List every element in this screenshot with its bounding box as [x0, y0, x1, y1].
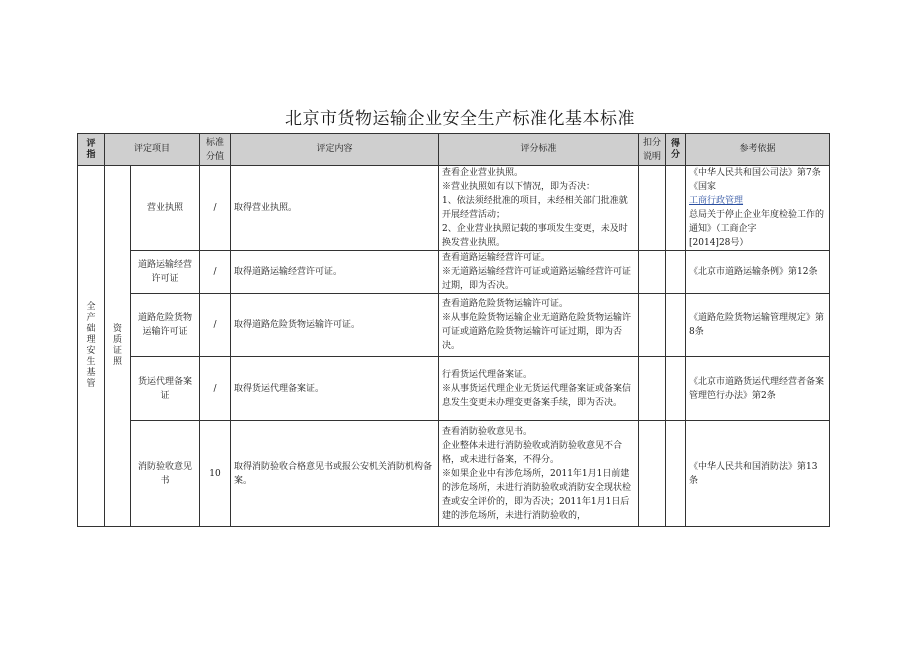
- header-deduct: 扣分说明: [639, 134, 666, 166]
- table-row: [78, 166, 830, 251]
- table-header-row: [78, 134, 830, 166]
- table-row: [78, 294, 830, 357]
- item-name: 消防验收意见书: [131, 421, 200, 527]
- item-reference: 《中华人民共和国消防法》第13条: [686, 421, 830, 527]
- item-reference: 《道路危险货物运输管理规定》第8条: [686, 294, 830, 357]
- page-title: 北京市货物运输企业安全生产标准化基本标准: [285, 109, 635, 129]
- item-content: 取得消防验收合格意见书或报公安机关消防机构备案。: [231, 421, 439, 527]
- deduct-cell: [639, 166, 666, 251]
- table-row: [78, 251, 830, 294]
- item-name: 货运代理备案证: [131, 357, 200, 421]
- header-criteria: 评分标准: [439, 134, 639, 166]
- item-reference: 《北京市道路运输条例》第12条: [686, 251, 830, 294]
- item-name: 道路危险货物运输许可证: [131, 294, 200, 357]
- score-cell: [666, 421, 686, 527]
- item-criteria: 行看货运代理备案证。 ※从事货运代理企业无货运代理备案证或备案信息发生变更未办理变更备案手续，即为否决。: [439, 357, 639, 421]
- item-reference: 《中华人民共和国公司法》第7条 《国家 工商行政管理 总局关于停止企业年度检验工作的通知》（工商企字 [2014]28号）: [686, 166, 830, 251]
- score-cell: [666, 251, 686, 294]
- item-content: 取得道路运输经营许可证。: [231, 251, 439, 294]
- item-reference: 《北京市道路货运代理经营者备案管理笆行办法》第2条: [686, 357, 830, 421]
- deduct-cell: [639, 251, 666, 294]
- item-score: 10: [200, 421, 231, 527]
- item-content: 取得道路危险货物运输许可证。: [231, 294, 439, 357]
- item-score: /: [200, 166, 231, 251]
- item-score: /: [200, 294, 231, 357]
- deduct-cell: [639, 294, 666, 357]
- item-score: /: [200, 251, 231, 294]
- item-name: 营业执照: [131, 166, 200, 251]
- header-ref: 参考依据: [686, 134, 830, 166]
- table-row: [78, 421, 830, 527]
- header-item: 评定项目: [105, 134, 200, 166]
- reference-link[interactable]: 工商行政管理: [689, 196, 744, 206]
- deduct-cell: [639, 357, 666, 421]
- score-cell: [666, 357, 686, 421]
- item-criteria: 查看企业营业执照。 ※营业执照如有以下情况，即为否决： 1、依法须经批准的项目，未经相关部门批准就开展经营活动； 2、企业营业执照记载的事项发生变更，未及时换发营业执照。: [439, 166, 639, 251]
- deduct-cell: [639, 421, 666, 527]
- item-content: 取得货运代理备案证。: [231, 357, 439, 421]
- category-level1: 全产础理安生基管: [78, 166, 105, 527]
- standards-table: [77, 133, 830, 527]
- item-score: /: [200, 357, 231, 421]
- item-content: 取得营业执照。: [231, 166, 439, 251]
- score-cell: [666, 294, 686, 357]
- header-eval: 评指: [78, 134, 105, 166]
- item-name: 道路运输经营许可证: [131, 251, 200, 294]
- header-got: 得分: [666, 134, 686, 166]
- score-cell: [666, 166, 686, 251]
- table-row: [78, 357, 830, 421]
- category-level2: 资质证照: [105, 166, 131, 527]
- item-criteria: 查看道路危险货物运输许可证。 ※从事危险货物运输企业无道路危险货物运输许可证或道路危险货物运输许可证过期，即为否决。: [439, 294, 639, 357]
- item-criteria: 查看道路运输经营许可证。 ※无道路运输经营许可证或道路运输经营许可证过期，即为否决。: [439, 251, 639, 294]
- item-criteria: 查看消防验收意见书。 企业整体未进行消防验收或消防验收意见不合格，或未进行备案，不得分。 ※如果企业中有涉危场所，2011年1月1日前建的涉危场所，未进行消防验收或消防安全现状检查或安全评价的，即为否决；2011年1月1日后建的涉危场所，未进行消防验收的，: [439, 421, 639, 527]
- header-score: 标准分值: [200, 134, 231, 166]
- header-content: 评定内容: [231, 134, 439, 166]
